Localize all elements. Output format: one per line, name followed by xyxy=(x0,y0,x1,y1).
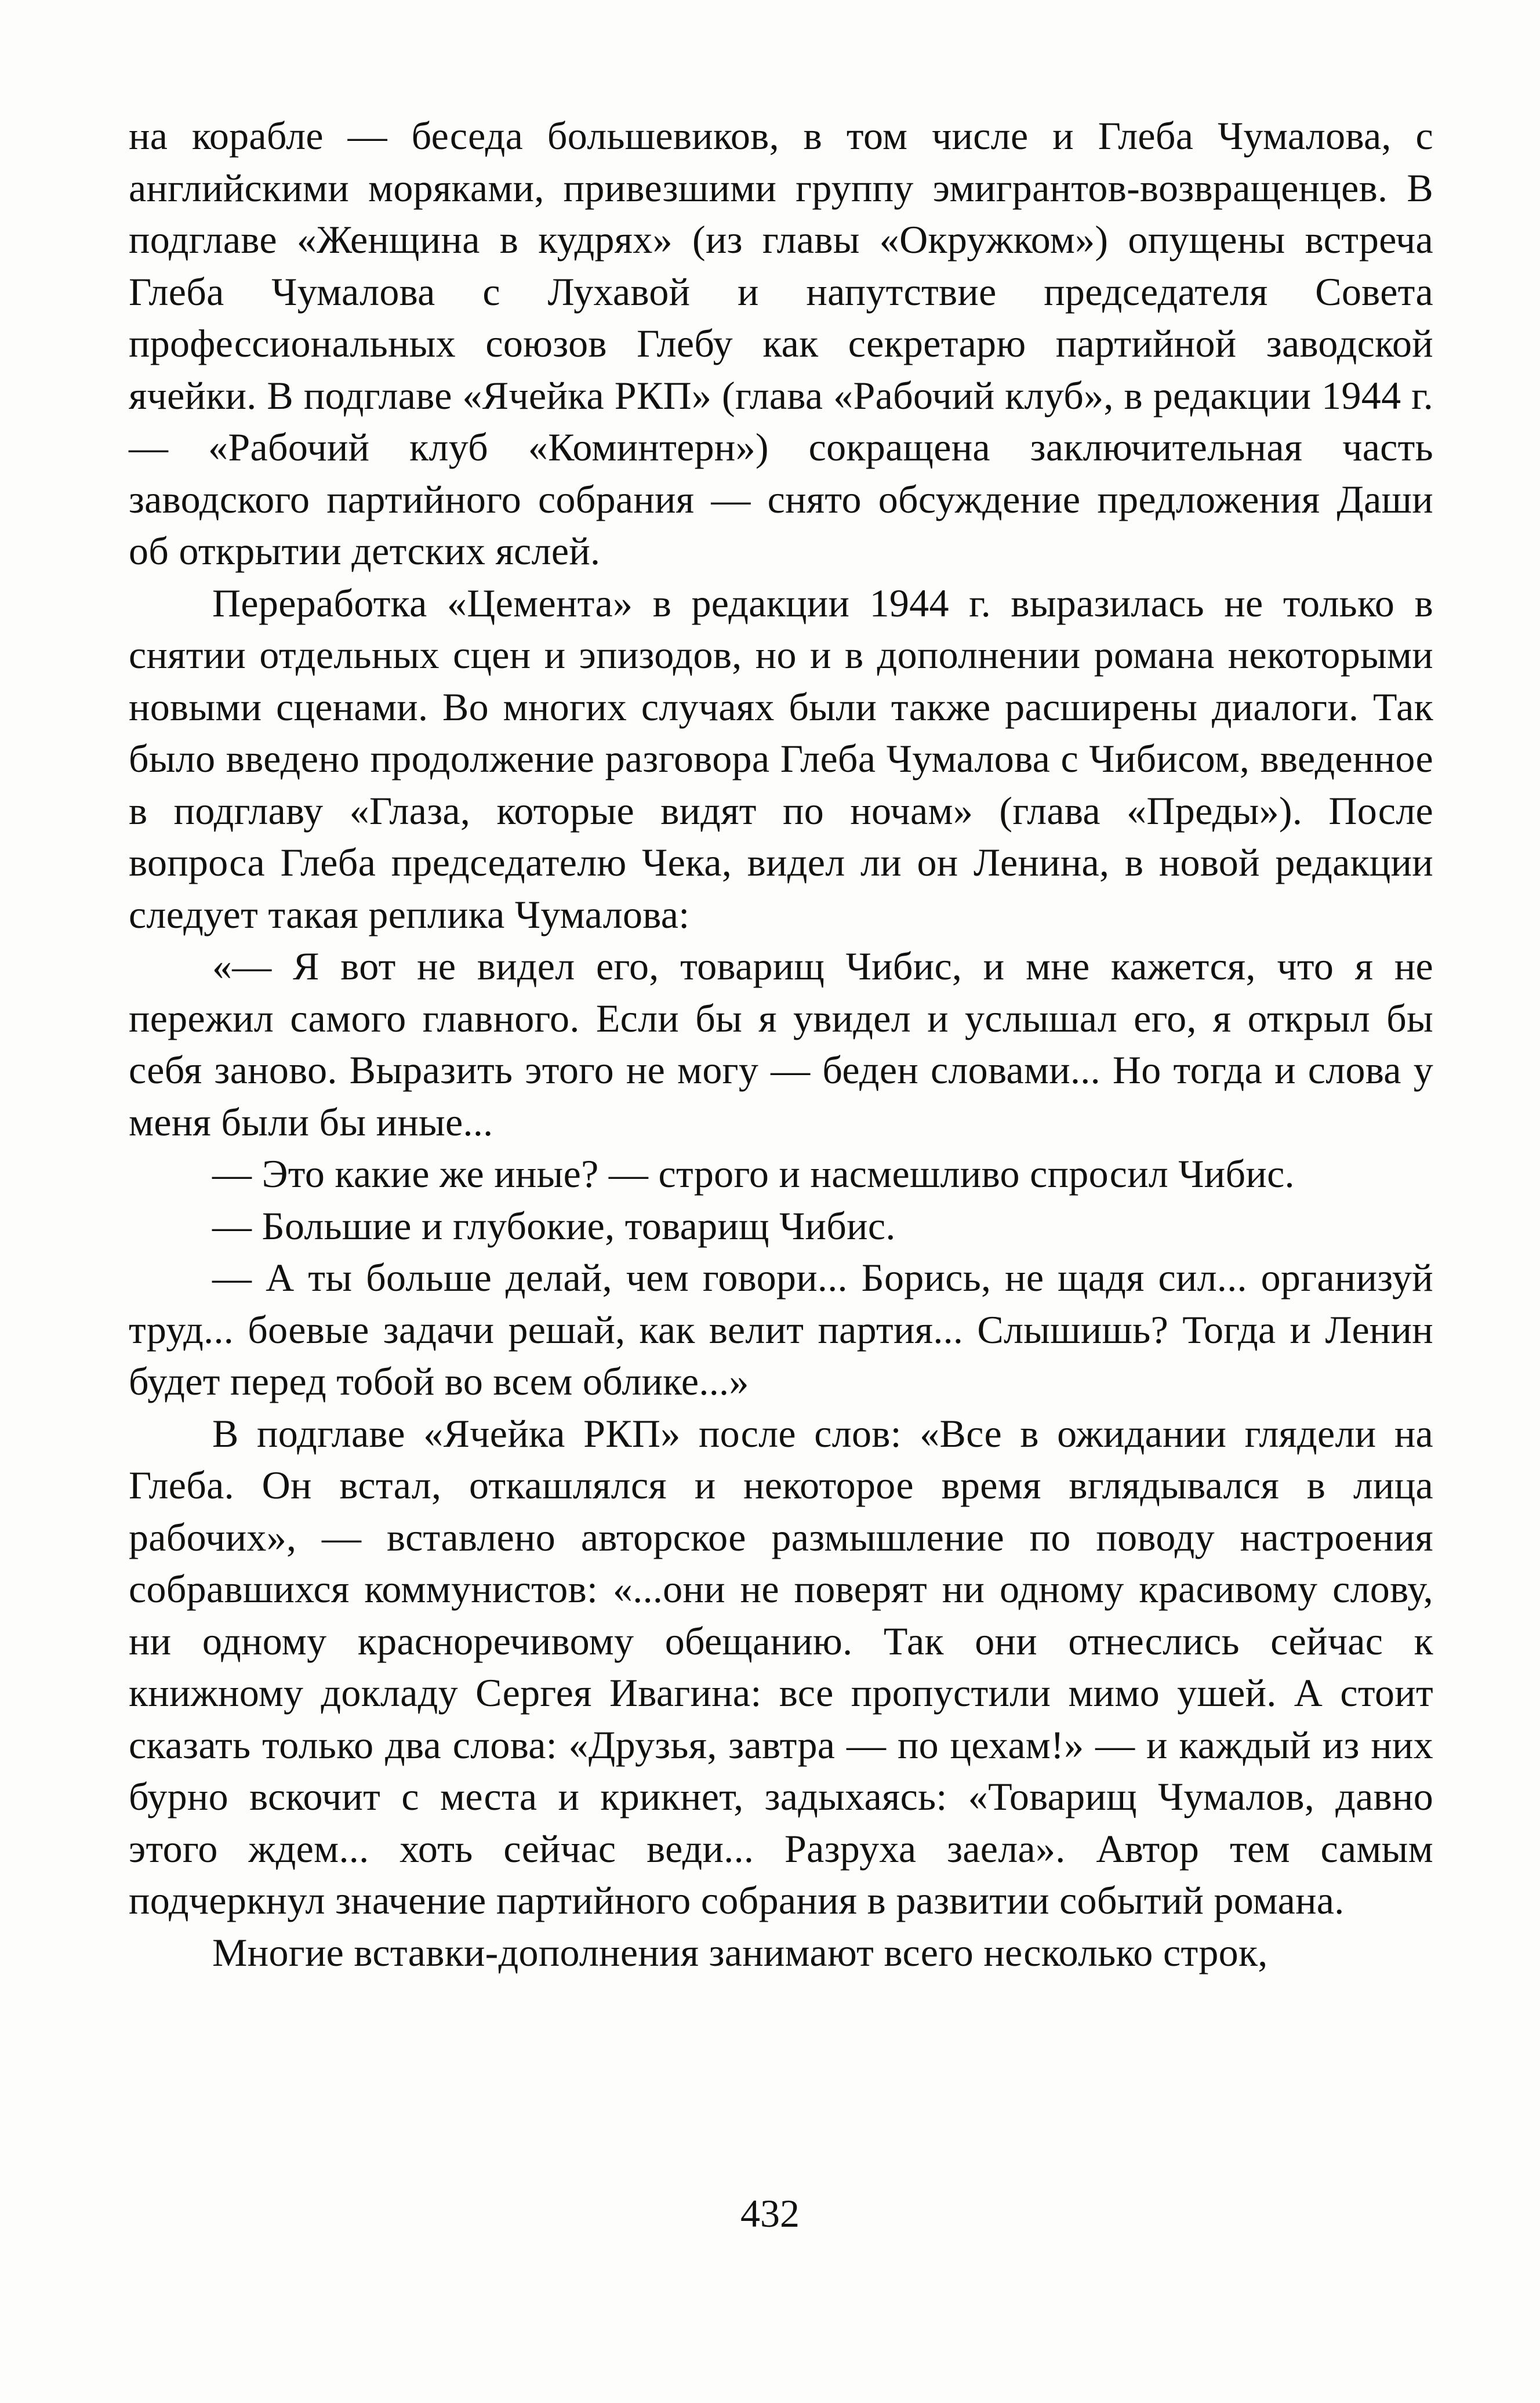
paragraph-1: на корабле — беседа большевиков, в том числе и Глеба Чумалова, с английскими моряками, привезшими группу эмигрантов-возвращенцев. В подглаве «Женщина в кудрях» (из главы «Окружком») опущены встреча Глеба Чумалова с Лухавой и напутствие председателя Совета профессиональных союзов Глебу как секретарю партийной заводской ячейки. В подглаве «Ячейка РКП» (глава «Рабочий клуб», в редакции 1944 г. — «Рабочий клуб «Коминтерн») сокращена заключительная часть заводского партийного собрания — снято обсуждение предложения Даши об открытии детских яслей. xyxy=(129,114,1433,573)
paragraph-7: В подглаве «Ячейка РКП» после слов: «Все в ожидании глядели на Глеба. Он встал, откашлялся и некоторое время вглядывался в лица рабочих», — вставлено авторское размышление по поводу настроения собравшихся коммунистов: «...они не поверят ни одному красивому слову, ни одному красноречивому обещанию. Так они отнеслись сейчас к книжному докладу Сергея Ивагина: все пропустили мимо ушей. А стоит сказать только два слова: «Друзья, завтра — по цехам!» — и каждый из них бурно вскочит с места и крикнет, задыхаясь: «Товарищ Чумалов, давно этого ждем... хоть сейчас веди... Разруха заела». Автор тем самым подчеркнул значение партийного собрания в развитии событий романа. xyxy=(129,1411,1433,1922)
paragraph-6-dialogue: — А ты больше делай, чем говори... Борись, не щадя сил... организуй труд... боевые задачи решай, как велит партия... Слышишь? Тогда и Ленин будет перед тобой во всем облике...» xyxy=(129,1255,1433,1403)
paragraph-8: Многие вставки-дополнения занимают всего несколько строк, xyxy=(212,1930,1268,1974)
body-text xyxy=(129,110,1433,1979)
page-number: 432 xyxy=(740,2191,800,2235)
paragraph-4-dialogue: — Это какие же иные? — строго и насмешливо спросил Чибис. xyxy=(212,1152,1295,1196)
paragraph-2: Переработка «Цемента» в редакции 1944 г. выразилась не только в снятии отдельных сцен и эпизодов, но и в дополнении романа некоторыми новыми сценами. Во многих случаях были также расширены диалоги. Так было введено продолжение разговора Глеба Чумалова с Чибисом, введенное в подглаву «Глаза, которые видят по ночам» (глава «Преды»). После вопроса Глеба председателю Чека, видел ли он Ленина, в новой редакции следует такая реплика Чумалова: xyxy=(129,580,1433,936)
paragraph-5-dialogue: — Большие и глубокие, товарищ Чибис. xyxy=(212,1203,896,1248)
paragraph-3-quote: «— Я вот не видел его, товарищ Чибис, и мне кажется, что я не пережил самого главного. Если бы я увидел и услышал его, я открыл бы себя заново. Выразить этого не могу — беден словами... Но тогда и слова у меня были бы иные... xyxy=(129,944,1433,1144)
